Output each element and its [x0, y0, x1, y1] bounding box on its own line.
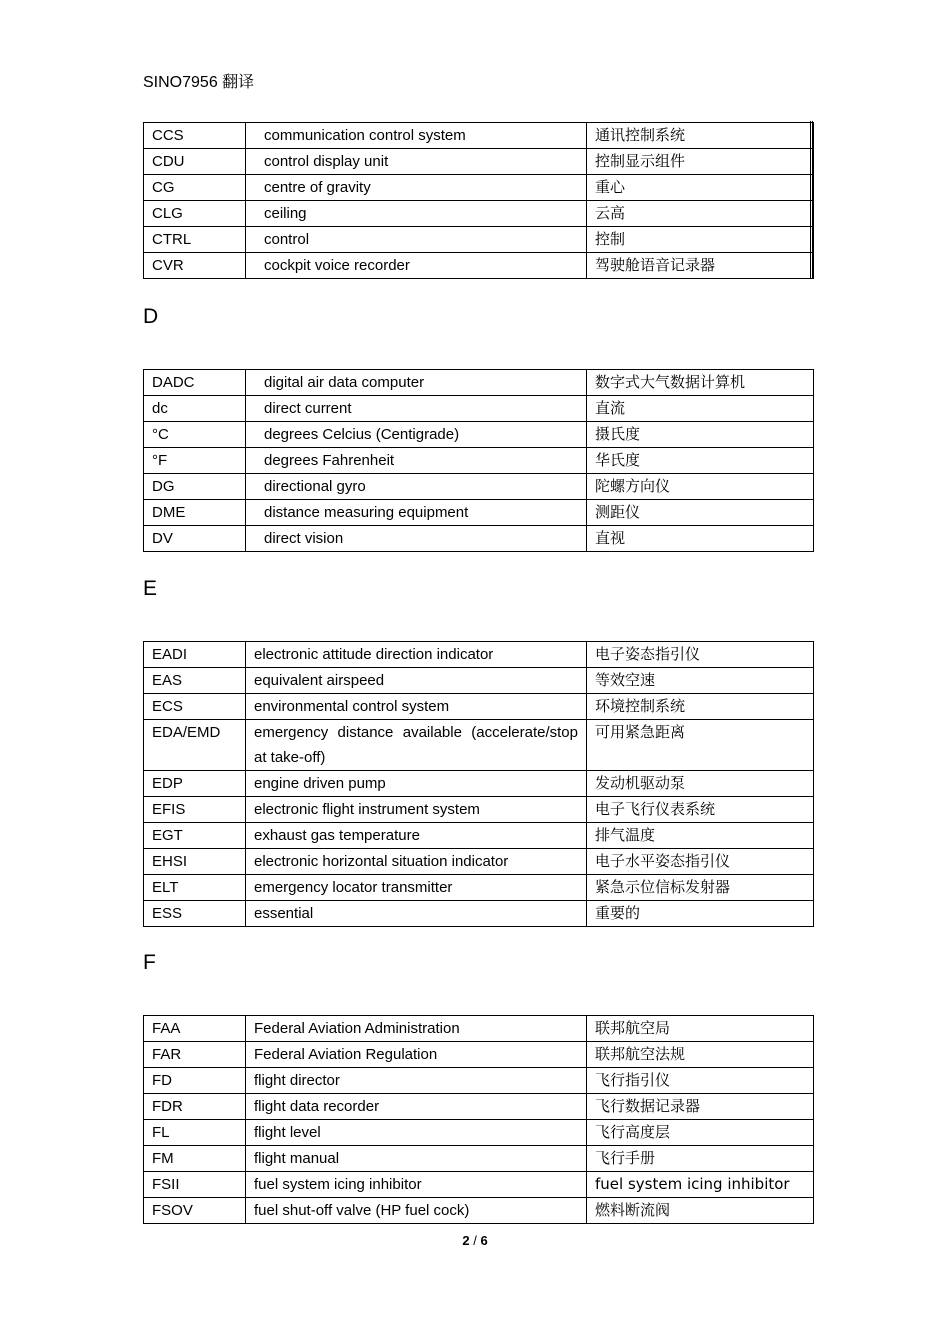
abbr-cell: EAS	[144, 668, 246, 694]
abbr-cell: DG	[144, 474, 246, 500]
total-pages: 6	[480, 1233, 488, 1248]
table-row	[144, 1120, 814, 1146]
term-cell: emergency distance available (accelerate/stop at take-off)	[246, 720, 587, 771]
table-row	[144, 823, 814, 849]
table-row	[144, 668, 814, 694]
term-cell: electronic horizontal situation indicator	[246, 849, 587, 875]
table-row	[144, 253, 814, 279]
term-cell: degrees Celcius (Centigrade)	[246, 422, 587, 448]
translation-cell: 可用紧急距离	[587, 720, 814, 771]
table-row	[144, 474, 814, 500]
abbr-cell: EHSI	[144, 849, 246, 875]
table-row	[144, 500, 814, 526]
table-row	[144, 694, 814, 720]
term-cell: control	[246, 227, 587, 253]
translation-cell: 直视	[587, 526, 814, 552]
translation-cell: 华氏度	[587, 448, 814, 474]
term-cell: electronic attitude direction indicator	[246, 642, 587, 668]
translation-cell: 直流	[587, 396, 814, 422]
abbr-cell: dc	[144, 396, 246, 422]
translation-cell: 联邦航空法规	[587, 1042, 814, 1068]
table-row	[144, 175, 814, 201]
term-cell: equivalent airspeed	[246, 668, 587, 694]
term-cell: environmental control system	[246, 694, 587, 720]
translation-cell: 飞行指引仪	[587, 1068, 814, 1094]
translation-cell: fuel system icing inhibitor	[587, 1172, 814, 1198]
translation-cell: 联邦航空局	[587, 1016, 814, 1042]
abbr-cell: °C	[144, 422, 246, 448]
section-letter-d: D	[143, 305, 159, 328]
abbr-cell: CG	[144, 175, 246, 201]
translation-cell: 环境控制系统	[587, 694, 814, 720]
translation-cell: 飞行高度层	[587, 1120, 814, 1146]
abbr-cell: FDR	[144, 1094, 246, 1120]
translation-cell: 发动机驱动泵	[587, 771, 814, 797]
table-row	[144, 901, 814, 927]
table-row	[144, 1172, 814, 1198]
table-row	[144, 720, 814, 771]
abbr-cell: CVR	[144, 253, 246, 279]
glossary-table-e	[143, 641, 814, 927]
translation-cell: 陀螺方向仪	[587, 474, 814, 500]
table-row	[144, 370, 814, 396]
table-row	[144, 448, 814, 474]
abbr-cell: FL	[144, 1120, 246, 1146]
term-cell: exhaust gas temperature	[246, 823, 587, 849]
term-cell: flight director	[246, 1068, 587, 1094]
term-cell: ceiling	[246, 201, 587, 227]
term-cell: directional gyro	[246, 474, 587, 500]
abbr-cell: FD	[144, 1068, 246, 1094]
table-row	[144, 1094, 814, 1120]
term-cell: communication control system	[246, 123, 587, 149]
term-cell: distance measuring equipment	[246, 500, 587, 526]
term-cell: degrees Fahrenheit	[246, 448, 587, 474]
translation-cell: 紧急示位信标发射器	[587, 875, 814, 901]
table-row	[144, 1198, 814, 1224]
term-cell: Federal Aviation Administration	[246, 1016, 587, 1042]
abbr-cell: EADI	[144, 642, 246, 668]
table-row	[144, 1068, 814, 1094]
table-row	[144, 1146, 814, 1172]
translation-cell: 摄氏度	[587, 422, 814, 448]
abbr-cell: ELT	[144, 875, 246, 901]
term-cell: engine driven pump	[246, 771, 587, 797]
abbr-cell: ECS	[144, 694, 246, 720]
translation-cell: 测距仪	[587, 500, 814, 526]
table-row	[144, 422, 814, 448]
translation-cell: 排气温度	[587, 823, 814, 849]
term-cell: essential	[246, 901, 587, 927]
table-row	[144, 771, 814, 797]
translation-cell: 电子飞行仪表系统	[587, 797, 814, 823]
glossary-table-c	[143, 122, 814, 279]
section-letter-e: E	[143, 577, 158, 600]
translation-cell: 电子水平姿态指引仪	[587, 849, 814, 875]
glossary-table-f	[143, 1015, 814, 1224]
current-page: 2	[462, 1233, 470, 1248]
abbr-cell: ESS	[144, 901, 246, 927]
term-cell: flight manual	[246, 1146, 587, 1172]
abbr-cell: FM	[144, 1146, 246, 1172]
table-row	[144, 797, 814, 823]
term-cell: electronic flight instrument system	[246, 797, 587, 823]
term-cell: flight level	[246, 1120, 587, 1146]
glossary-table-d	[143, 369, 814, 552]
translation-cell: 数字式大气数据计算机	[587, 370, 814, 396]
abbr-cell: FSOV	[144, 1198, 246, 1224]
translation-cell: 重心	[587, 175, 814, 201]
term-cell: control display unit	[246, 149, 587, 175]
abbr-cell: FAR	[144, 1042, 246, 1068]
abbr-cell: °F	[144, 448, 246, 474]
table-row	[144, 526, 814, 552]
abbr-cell: EFIS	[144, 797, 246, 823]
translation-cell: 控制显示组件	[587, 149, 814, 175]
table-row	[144, 396, 814, 422]
section-letter-f: F	[143, 951, 156, 974]
table-row	[144, 149, 814, 175]
abbr-cell: FAA	[144, 1016, 246, 1042]
translation-cell: 飞行数据记录器	[587, 1094, 814, 1120]
page-separator: /	[473, 1233, 477, 1248]
table-row	[144, 201, 814, 227]
page-number	[0, 1233, 950, 1248]
term-cell: direct current	[246, 396, 587, 422]
translation-cell: 云高	[587, 201, 814, 227]
abbr-cell: CLG	[144, 201, 246, 227]
abbr-cell: DADC	[144, 370, 246, 396]
translation-cell: 控制	[587, 227, 814, 253]
abbr-cell: EGT	[144, 823, 246, 849]
term-cell: Federal Aviation Regulation	[246, 1042, 587, 1068]
table-row	[144, 1042, 814, 1068]
abbr-cell: DV	[144, 526, 246, 552]
term-cell: flight data recorder	[246, 1094, 587, 1120]
term-cell: centre of gravity	[246, 175, 587, 201]
table-row	[144, 875, 814, 901]
abbr-cell: FSII	[144, 1172, 246, 1198]
term-cell: direct vision	[246, 526, 587, 552]
table-row	[144, 1016, 814, 1042]
abbr-cell: CDU	[144, 149, 246, 175]
translation-cell: 电子姿态指引仪	[587, 642, 814, 668]
abbr-cell: EDA/EMD	[144, 720, 246, 771]
abbr-cell: CTRL	[144, 227, 246, 253]
translation-cell: 飞行手册	[587, 1146, 814, 1172]
translation-cell: 驾驶舱语音记录器	[587, 253, 814, 279]
translation-cell: 通讯控制系统	[587, 123, 814, 149]
abbr-cell: DME	[144, 500, 246, 526]
translation-cell: 重要的	[587, 901, 814, 927]
table-row	[144, 227, 814, 253]
term-cell: cockpit voice recorder	[246, 253, 587, 279]
table-row	[144, 123, 814, 149]
term-cell: fuel shut-off valve (HP fuel cock)	[246, 1198, 587, 1224]
abbr-cell: CCS	[144, 123, 246, 149]
abbr-cell: EDP	[144, 771, 246, 797]
term-cell: emergency locator transmitter	[246, 875, 587, 901]
translation-cell: 等效空速	[587, 668, 814, 694]
table-border-double	[810, 121, 813, 278]
translation-cell: 燃料断流阀	[587, 1198, 814, 1224]
term-cell: fuel system icing inhibitor	[246, 1172, 587, 1198]
document-header: SINO7956 翻译	[143, 74, 255, 91]
table-row	[144, 642, 814, 668]
table-row	[144, 849, 814, 875]
term-cell: digital air data computer	[246, 370, 587, 396]
